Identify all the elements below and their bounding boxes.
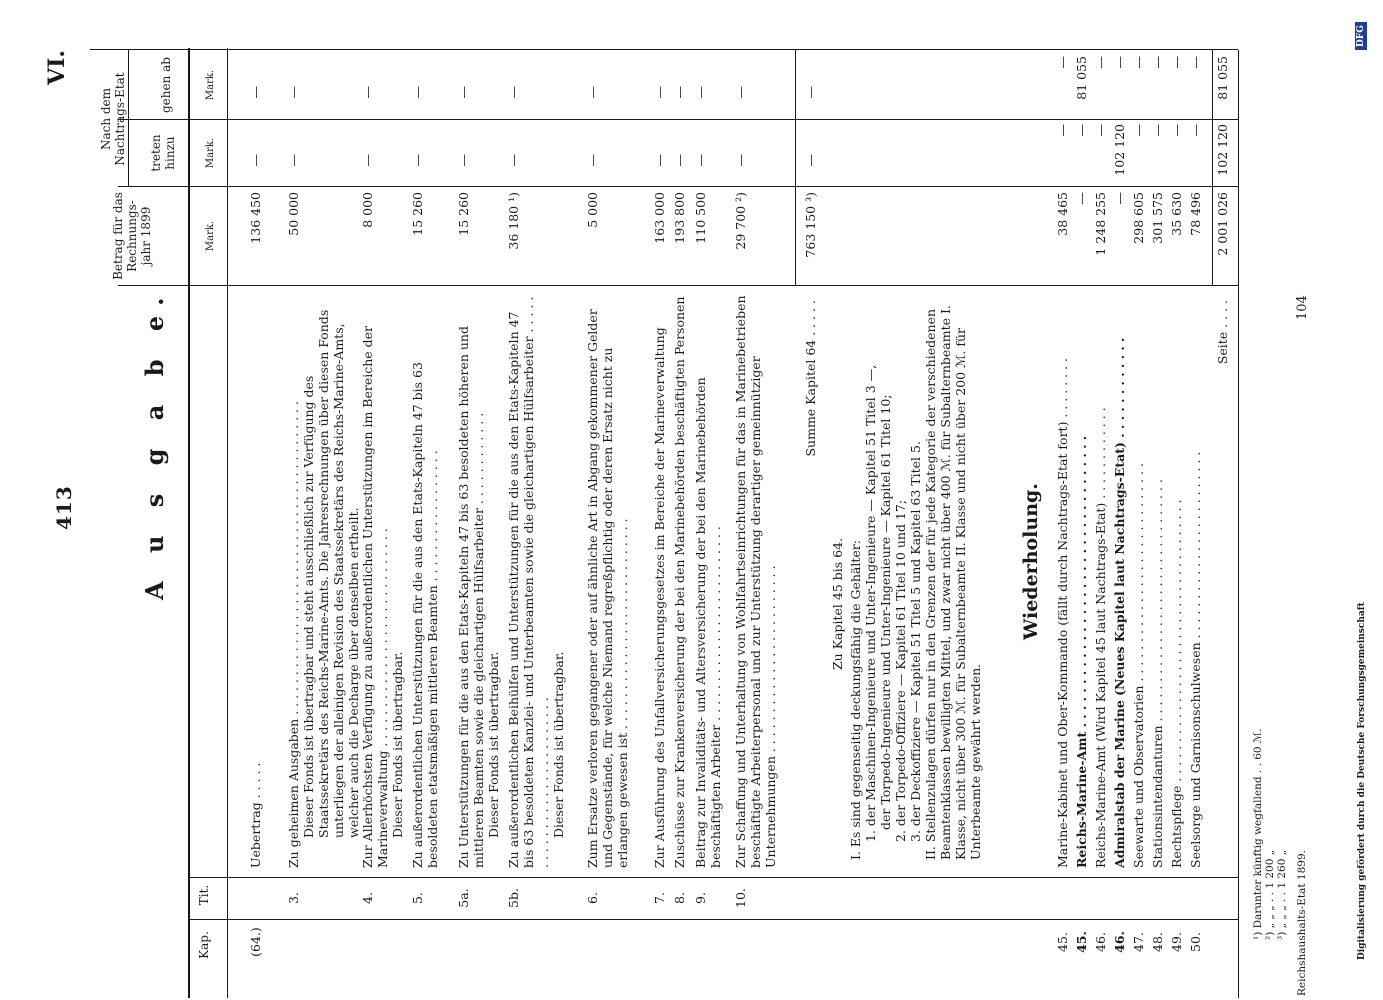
kap-cell: (64.) bbox=[248, 927, 263, 957]
w-hinzu-cell: — bbox=[1188, 124, 1203, 137]
w-hinzu-cell: — bbox=[1169, 124, 1184, 137]
table-bottom-rule bbox=[1238, 50, 1239, 998]
seite-hinzu: 102 120 bbox=[1215, 124, 1230, 176]
summe-ab: — bbox=[803, 86, 818, 99]
hinzu-cell: — bbox=[286, 154, 301, 167]
footnotes bbox=[1252, 728, 1288, 940]
w-hinzu-cell: — bbox=[1074, 124, 1089, 137]
tit-header: Tit. bbox=[197, 884, 211, 906]
tit-cell: 5b. bbox=[506, 888, 521, 908]
footnote-2: ²) „ „ „ . . 1 200 „ bbox=[1264, 849, 1276, 940]
col-divider-hinzu bbox=[118, 186, 1238, 187]
tit-cell: 5a. bbox=[456, 888, 471, 908]
footnote-1: ¹) Darunter künftig wegfallend . . 60 ℳ. bbox=[1252, 728, 1264, 940]
row-text-main: Beitrag zur Invaliditäts- und Altersversicherung der bei den Marinebehörden beschäftigten Arbeiter . . . . . . . . . . . . . . . . . . . . . . . . . bbox=[693, 377, 723, 868]
col-divider-ab bbox=[118, 119, 1238, 120]
row-text bbox=[652, 293, 667, 868]
amount-cell: 110 500 bbox=[693, 192, 708, 244]
header-rule-bottom bbox=[227, 48, 228, 998]
row-text-main: Zur Ausführung des Unfallversicherungsgesetzes im Bereiche der Marineverwaltung bbox=[652, 327, 667, 868]
tit-cell: 5. bbox=[410, 892, 425, 904]
page-title: A u s g a b e. bbox=[140, 287, 169, 600]
wiederholung-heading: Wiederholung. bbox=[1020, 483, 1042, 640]
w-row-text: Rechtspflege . . . . . . . . . . . . . . . . . . . . . . . . . . . . . . . . . . . . bbox=[1169, 499, 1184, 868]
footnote-3: ³) „ „ „ . . 1 260 „ bbox=[1276, 849, 1288, 940]
header-rule-top bbox=[188, 48, 190, 998]
w-ab-cell: — bbox=[1055, 56, 1070, 69]
w-row-text: Admiralstab der Marine (Neues Kapitel laut Nachtrags-Etat) . . . . . . . . . . . . bbox=[1112, 337, 1127, 868]
row-text-note: Dieser Fonds ist übertragbar. bbox=[551, 651, 566, 838]
w-row-text: Reichs-Marine-Amt . . . . . . . . . . . . . . . . . . . . . . . . . . . . . . . . . . bbox=[1074, 435, 1089, 868]
row-text bbox=[585, 293, 630, 868]
row-text-main: Zuschüsse zur Krankenversicherung der bei den Marinebehörden beschäftigten Personen bbox=[672, 296, 687, 868]
ab-cell: — bbox=[652, 86, 667, 99]
row-text-note: Dieser Fonds ist übertragbar. bbox=[390, 651, 405, 838]
w-amount-cell: 301 575 bbox=[1150, 192, 1165, 244]
amount-cell: 163 000 bbox=[652, 192, 667, 244]
ab-cell: — bbox=[286, 86, 301, 99]
note-line: der Torpedo-Ingenieure und Unter-Ingenieure — Kapitel 61 Titel 10; bbox=[878, 394, 893, 830]
ab-cell: — bbox=[248, 86, 263, 99]
tit-cell: 3. bbox=[286, 892, 301, 904]
row-text-note: Dieser Fonds ist übertragbar und steht ausschließlich zur Verfügung des Staatssekretärs des Reichs-Marine-Amts. Die Jahresrechnungen über diesen Fonds unterliegen der alleinigen Revision des Staatssekretärs des Reichs-Marine-Amts, welcher auch die Decharge über denselben ertheilt. bbox=[301, 309, 361, 838]
row-text-main: Zu außerordentlichen Beihülfen und Unterstützungen für die aus den Etats-Kapiteln 47 bis 63 besoldeten Kanzlei- und Unterbeamten sowie die gleichartigen Hülfsarbeiter . . . . . . . . . . . . . . . . . . . . . . . . . . . bbox=[506, 296, 551, 868]
row-text-main: Uebertrag . . . . . bbox=[248, 762, 263, 868]
side-credit: Digitalisierung gefördert durch die Deutsche Forschungsgemeinschaft bbox=[1357, 602, 1367, 960]
ab-cell: — bbox=[733, 86, 748, 99]
amount-cell: 136 450 bbox=[248, 192, 263, 244]
w-kap-cell: 45. bbox=[1055, 932, 1070, 952]
col-divider-kap bbox=[188, 919, 1238, 920]
w-hinzu-cell: — bbox=[1131, 124, 1146, 137]
seite-ab: 81 055 bbox=[1215, 56, 1230, 100]
col-divider-right bbox=[90, 49, 1238, 50]
ab-cell: — bbox=[693, 86, 708, 99]
hinzu-cell: — bbox=[360, 154, 375, 167]
tit-cell: 8. bbox=[672, 892, 687, 904]
amount-cell: 15 260 bbox=[456, 192, 471, 236]
sum-rule bbox=[795, 50, 796, 286]
summe-label: Summe Kapitel 64 . . . . . bbox=[803, 300, 818, 457]
hinzu-cell: — bbox=[652, 154, 667, 167]
row-text-main: Zur Allerhöchsten Verfügung zu außerordentlichen Unterstützungen im Bereiche der Marineverwaltung . . . . . . . . . . . . . . . . . . . . . . . . . . . . bbox=[360, 325, 390, 868]
w-ab-cell: — bbox=[1188, 56, 1203, 69]
w-amount-cell: — bbox=[1112, 192, 1127, 205]
w-ab-cell: — bbox=[1112, 56, 1127, 69]
ab-cell: — bbox=[360, 86, 375, 99]
amount-cell: 193 800 bbox=[672, 192, 687, 244]
row-text-main: Zu außerordentlichen Unterstützungen für die aus den Etats-Kapiteln 47 bis 63 besoldeten etatsmäßigen mittleren Beamten . . . . . . . . . . . . . . . . . bbox=[410, 362, 440, 868]
w-hinzu-cell: — bbox=[1093, 124, 1108, 137]
w-kap-cell: 49. bbox=[1169, 932, 1184, 952]
summe-amount: 763 150 ³) bbox=[803, 192, 818, 258]
col-divider-tit bbox=[188, 877, 1238, 878]
w-ab-cell: — bbox=[1131, 56, 1146, 69]
tit-cell: 4. bbox=[360, 892, 375, 904]
hinzu-header: treten hinzu bbox=[149, 134, 177, 172]
w-amount-cell: 1 248 255 bbox=[1093, 192, 1108, 256]
source-label: Reichshaushalts-Etat 1899. bbox=[1296, 850, 1308, 996]
ab-mark: Mark. bbox=[205, 69, 216, 101]
summe-hinzu: — bbox=[803, 154, 818, 167]
w-ab-cell: — bbox=[1150, 56, 1165, 69]
nachtrag-rule bbox=[128, 50, 129, 187]
w-row-text: Reichs-Marine-Amt (Wird Kapitel 45 laut Nachtrags-Etat) . . . . . . . . . . . . bbox=[1093, 407, 1108, 868]
row-text-main: Zum Ersatze verloren gegangener oder auf ähnliche Art in Abgang gekommener Gelder und Gegenstände, für welche Niemand regreßpflichtig oder deren Ersatz nicht zu erlangen gewesen ist . . . . . . . . . . . . . . . . . . . . . . . . . . . bbox=[585, 309, 630, 868]
row-text-main: Zu geheimen Ausgaben . . . . . . . . . . . . . . . . . . . . . . . . . . . . . . . . . . . . . . . . bbox=[286, 400, 301, 868]
row-text-main: Zu Unterstützungen für die aus den Etats-Kapiteln 47 bis 63 besoldeten höheren und mittleren Beamten sowie die gleichartigen Hülfsarbeiter . . . . . . . . . . . . bbox=[456, 326, 486, 868]
seite-label: Seite . . . . bbox=[1215, 300, 1230, 365]
w-amount-cell: 298 605 bbox=[1131, 192, 1146, 244]
note-line: II. Stellenzulagen dürfen nur in den Grenzen der für jede Kategorie der verschiedenen Beamtenklassen bewilligten Mittel, und zwar nicht über 400 ℳ. für Subalternbeamte I. Klasse, nicht über 300 ℳ. für Subalternbeamte II. Klasse und nicht über 200 ℳ. für Unterbeamte gewährt werden. bbox=[923, 305, 983, 860]
w-kap-cell: 48. bbox=[1150, 932, 1165, 952]
hinzu-cell: — bbox=[248, 154, 263, 167]
row-text-main: Zur Schaffung und Unterhaltung von Wohlfahrtseinrichtungen für das in Marinebetrieben beschäftigte Arbeiterpersonal und zur Unterstützung derartiger gemeinnütziger Unternehmungen . . . . . . . . . . . . . . . . . . . . . . . . bbox=[733, 295, 778, 868]
w-row-text: Marine-Kabinet und Ober-Kommando (fällt durch Nachtrags-Etat fort) . . . . . . . . bbox=[1055, 357, 1070, 868]
row-text bbox=[506, 293, 566, 868]
hinzu-mark: Mark. bbox=[205, 137, 216, 169]
amount-header: Betrag für das Rechnungs-jahr 1899 bbox=[111, 192, 153, 280]
ab-cell: — bbox=[672, 86, 687, 99]
notes-heading: Zu Kapitel 45 bis 64. bbox=[830, 537, 845, 670]
row-text bbox=[672, 293, 687, 868]
w-ab-cell: — bbox=[1169, 56, 1184, 69]
w-kap-cell: 46. bbox=[1112, 931, 1127, 953]
hinzu-cell: — bbox=[733, 154, 748, 167]
row-text bbox=[733, 293, 778, 868]
w-row-text: Seewarte und Observatorien . . . . . . . . . . . . . . . . . . . . . . . . . . . . bbox=[1131, 463, 1146, 868]
tit-cell: 10. bbox=[733, 888, 748, 908]
note-line: I. Es sind gegenseitig deckungsfähig die Gehälter: bbox=[848, 540, 863, 860]
nachtrag-header: Nach dem Nachtrags-Etat bbox=[99, 72, 127, 166]
row-text bbox=[410, 293, 440, 868]
hinzu-cell: — bbox=[693, 154, 708, 167]
page-number-top: 413 bbox=[52, 485, 76, 530]
ab-cell: — bbox=[506, 86, 521, 99]
w-row-text: Stationsintendanturen . . . . . . . . . . . . . . . . . . . . . . . . . . . . . . . bbox=[1150, 479, 1165, 868]
amount-cell: 36 180 ¹) bbox=[506, 192, 521, 250]
row-text bbox=[286, 293, 361, 868]
amount-cell: 5 000 bbox=[585, 192, 600, 228]
seite-rule bbox=[1212, 50, 1213, 286]
amount-cell: 8 000 bbox=[360, 192, 375, 228]
w-kap-cell: 50. bbox=[1188, 932, 1203, 952]
section-number: VI. bbox=[44, 49, 70, 85]
kap-header: Kap. bbox=[197, 931, 211, 959]
w-row-text: Seelsorge und Garnisonschulwesen . . . . . . . . . . . . . . . . . . . . . . . . bbox=[1188, 451, 1203, 868]
hinzu-cell: — bbox=[456, 154, 471, 167]
row-text bbox=[360, 293, 405, 868]
ab-header: gehen ab bbox=[159, 57, 173, 113]
w-hinzu-cell: 102 120 bbox=[1112, 124, 1127, 176]
w-ab-cell: 81 055 bbox=[1074, 56, 1089, 100]
w-amount-cell: 78 496 bbox=[1188, 192, 1203, 236]
tit-cell: 6. bbox=[585, 892, 600, 904]
w-amount-cell: 38 465 bbox=[1055, 192, 1070, 236]
dfg-logo: DFG bbox=[1355, 22, 1367, 50]
hinzu-cell: — bbox=[410, 154, 425, 167]
w-kap-cell: 47. bbox=[1131, 932, 1146, 952]
note-line: 3. der Deckoffiziere — Kapitel 51 Titel 5 und Kapitel 63 Titel 5. bbox=[908, 441, 923, 842]
notes bbox=[848, 300, 983, 860]
page-number-bottom: 104 bbox=[1295, 295, 1310, 320]
seite-amount: 2 001 026 bbox=[1215, 192, 1230, 256]
note-line: 1. der Maschinen-Ingenieure und Unter-Ingenieure — Kapitel 51 Titel 3 —, bbox=[863, 364, 878, 842]
row-text bbox=[693, 293, 723, 868]
hinzu-cell: — bbox=[585, 154, 600, 167]
w-kap-cell: 45. bbox=[1074, 931, 1089, 953]
w-hinzu-cell: — bbox=[1055, 124, 1070, 137]
w-hinzu-cell: — bbox=[1150, 124, 1165, 137]
hinzu-cell: — bbox=[672, 154, 687, 167]
row-text bbox=[248, 293, 263, 868]
amount-cell: 29 700 ²) bbox=[733, 192, 748, 250]
note-line: 2. der Torpedo-Offiziere — Kapitel 61 Titel 10 und 17; bbox=[893, 499, 908, 842]
amount-cell: 15 260 bbox=[410, 192, 425, 236]
w-amount-cell: 35 630 bbox=[1169, 192, 1184, 236]
w-amount-cell: — bbox=[1074, 192, 1089, 205]
col-divider-amount bbox=[118, 285, 1238, 286]
amount-cell: 50 000 bbox=[286, 192, 301, 236]
row-text-note: Dieser Fonds ist übertragbar. bbox=[486, 651, 501, 838]
amount-mark: Mark. bbox=[205, 220, 216, 252]
ab-cell: — bbox=[410, 86, 425, 99]
w-ab-cell: — bbox=[1093, 56, 1108, 69]
ab-cell: — bbox=[585, 86, 600, 99]
row-text bbox=[456, 293, 501, 868]
tit-cell: 9. bbox=[693, 892, 708, 904]
hinzu-cell: — bbox=[506, 154, 521, 167]
ab-cell: — bbox=[456, 86, 471, 99]
tit-cell: 7. bbox=[652, 892, 667, 904]
w-kap-cell: 46. bbox=[1093, 932, 1108, 952]
